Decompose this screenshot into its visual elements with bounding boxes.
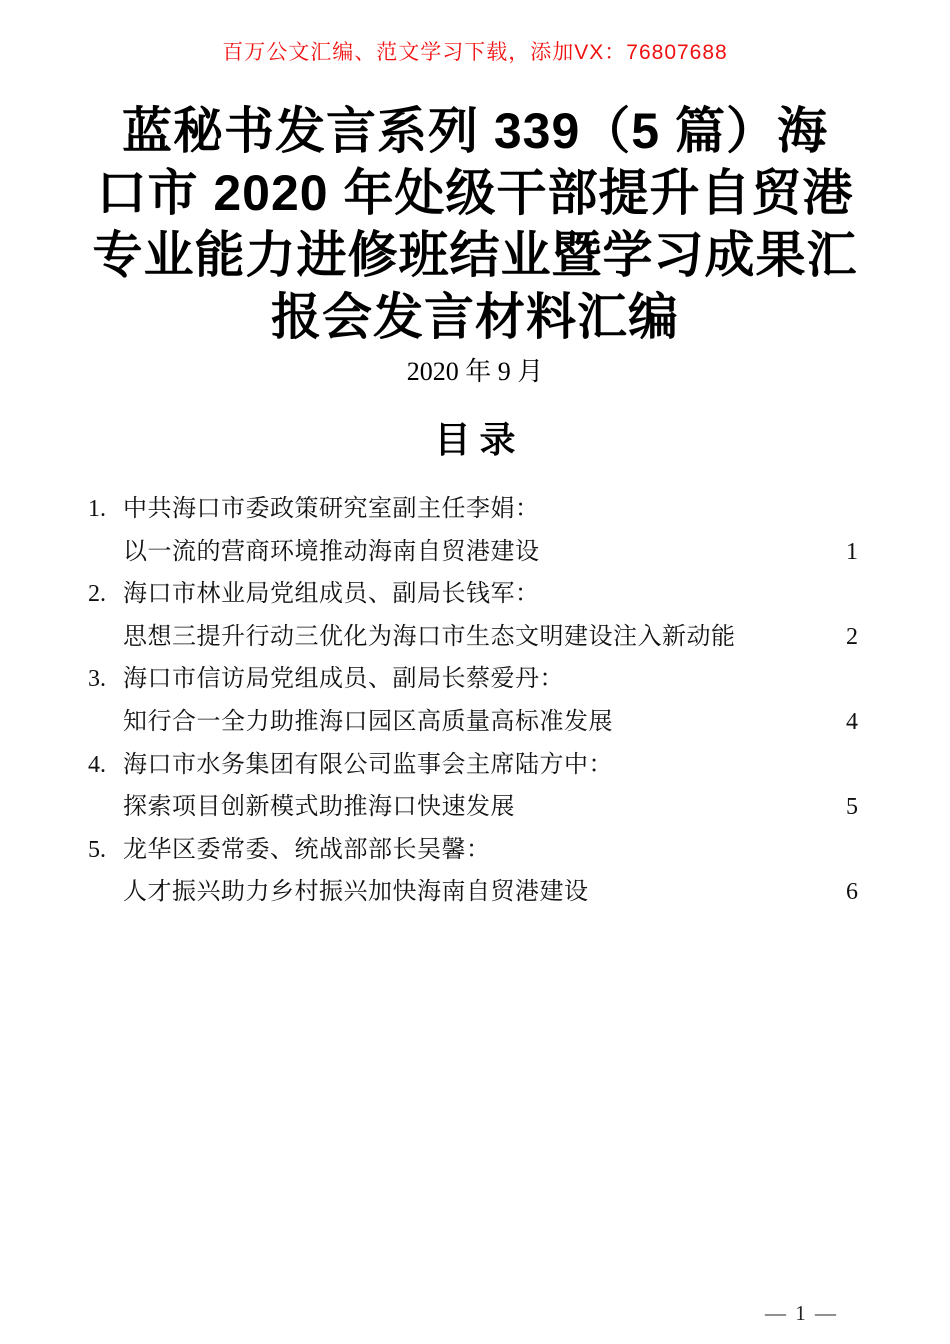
document-title-line-2: 口市 2020 年处级干部提升自贸港 <box>96 165 854 221</box>
toc-item-speaker-line <box>88 744 858 787</box>
toc-item-page-number: 6 <box>846 879 858 906</box>
toc-item-number: 1. <box>88 496 106 522</box>
toc-item-title-line <box>88 871 858 914</box>
toc-item-3 <box>88 658 858 743</box>
document-date: 2020 年 9 月 <box>406 357 544 386</box>
toc-item-title: 思想三提升行动三优化为海口市生态文明建设注入新动能 <box>123 623 736 650</box>
document-title-line-3: 专业能力进修班结业暨学习成果汇 <box>92 227 858 283</box>
toc-item-speaker: 海口市水务集团有限公司监事会主席陆方中： <box>123 751 613 778</box>
page-number: — 1 — <box>765 1301 838 1325</box>
document-title-line-4: 报会发言材料汇编 <box>271 289 679 345</box>
toc-item-title-line <box>88 616 858 659</box>
toc-item-page-number: 1 <box>846 538 858 565</box>
toc-item-title-line <box>88 786 858 829</box>
toc-item-speaker: 海口市林业局党组成员、副局长钱军： <box>123 581 540 608</box>
toc-heading: 目 录 <box>434 420 516 460</box>
toc-item-speaker-line <box>88 829 858 872</box>
toc-item-title-line <box>88 531 858 574</box>
toc-item-4 <box>88 744 858 829</box>
table-of-contents <box>88 488 858 914</box>
document-title <box>45 100 905 348</box>
toc-item-title-line <box>88 701 858 744</box>
toc-item-number: 5. <box>88 836 106 863</box>
toc-item-5 <box>88 829 858 914</box>
toc-item-title: 人才振兴助力乡村振兴加快海南自贸港建设 <box>123 879 589 906</box>
toc-item-page-number: 2 <box>846 623 858 650</box>
toc-item-number: 2. <box>88 581 106 608</box>
document-title-line-1: 蓝秘书发言系列 339（5 篇）海 <box>121 103 828 159</box>
toc-item-1 <box>88 488 858 573</box>
toc-item-speaker-line <box>88 573 858 616</box>
toc-item-speaker: 海口市信访局党组成员、副局长蔡爱丹： <box>123 666 564 693</box>
promo-notice-text: 百万公文汇编、范文学习下载，添加VX：76807688 <box>222 41 728 64</box>
toc-item-2 <box>88 573 858 658</box>
toc-item-title: 探索项目创新模式助推海口快速发展 <box>123 794 515 821</box>
toc-item-speaker: 中共海口市委政策研究室副主任李娟： <box>123 496 540 522</box>
toc-item-number: 3. <box>88 666 106 693</box>
toc-item-title: 以一流的营商环境推动海南自贸港建设 <box>123 538 540 565</box>
toc-item-speaker-line <box>88 658 858 701</box>
toc-item-speaker-line <box>88 488 858 531</box>
toc-item-speaker: 龙华区委常委、统战部部长吴馨： <box>123 836 491 863</box>
toc-item-page-number: 4 <box>846 708 858 735</box>
toc-item-page-number: 5 <box>846 794 858 821</box>
toc-item-number: 4. <box>88 751 106 778</box>
toc-item-title: 知行合一全力助推海口园区高质量高标准发展 <box>123 708 613 735</box>
